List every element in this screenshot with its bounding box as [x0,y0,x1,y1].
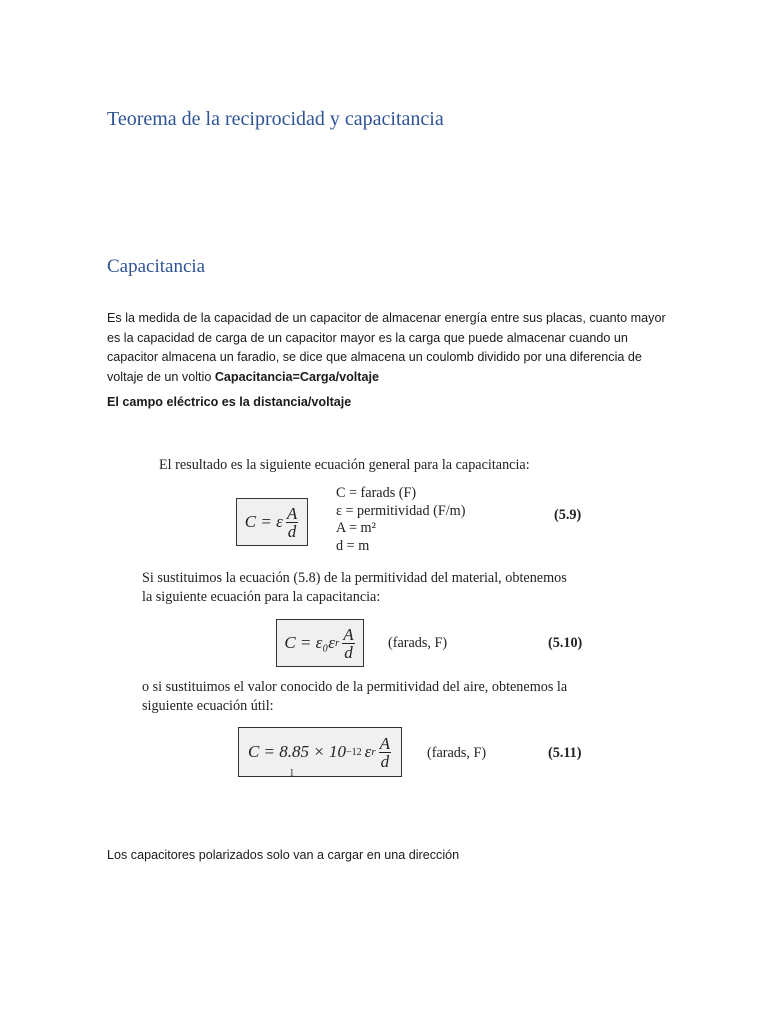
scan-middle-line-2: la siguiente ecuación para la capacitancia: [142,589,381,605]
definition-a: A = m² [336,520,376,536]
eq2-lhs: C = ε₀ε [284,633,335,652]
capacitance-formula-text: Capacitancia=Carga/voltaje [214,369,379,384]
equation-5-9-box [236,498,308,546]
definition-epsilon: ε = permitividad (F/m) [336,502,466,519]
eq1-lhs: C = ε [244,512,283,531]
section-heading: Capacitancia [107,256,206,277]
eq3-exponent: −12 [346,746,362,758]
eq3-subscript: r [371,746,376,758]
electric-field-paragraph: El campo eléctrico es la distancia/voltaje [107,395,352,409]
equation-5-10-number: (5.10) [548,635,583,651]
equation-5-10-box [276,619,364,667]
eq1-definitions [336,485,465,555]
eq1-numerator: A [286,503,298,523]
eq2-numerator: A [343,624,354,644]
scanned-equations-image [130,445,610,795]
equation-5-11-number: (5.11) [548,745,582,761]
eq2-subscript: r [334,637,340,649]
text-cursor-icon: I [290,767,294,779]
equation-5-9-number: (5.9) [554,507,582,523]
capacitance-paragraph-text: Es la medida de la capacidad de un capacitor de almacenar energía entre sus placas, cuanto mayor es la capacidad de carga de un capacitor mayor es la carga que puede almacenar cuando un capacitor almacena un faradio, se dice que almacena un coulomb dividido por una diferencia de voltaje de un voltio [107,311,666,384]
eq3-epsilon: ε [364,742,372,761]
scan-middle-line-1: Si sustituimos la ecuación (5.8) de la permitividad del material, obtenemos [142,570,567,586]
closing-paragraph: Los capacitores polarizados solo van a cargar en una dirección [107,848,460,862]
document-title: Teorema de la reciprocidad y capacitancia [107,108,444,130]
equation-5-10-unit: (farads, F) [388,635,448,651]
scan-intro-text: El resultado es la siguiente ecuación general para la capacitancia: [159,457,530,473]
eq3-denominator: d [380,751,390,771]
capacitance-paragraph [107,309,667,387]
eq2-denominator: d [344,642,353,662]
scan-bottom-line-2: siguiente ecuación útil: [142,698,274,714]
eq3-lhs: C = 8.85 × 10 [247,742,347,761]
eq2-fraction [341,626,355,661]
eq3-fraction [378,735,392,770]
eq1-fraction [285,505,299,540]
eq3-numerator: A [379,733,391,753]
definition-d: d = m [336,537,370,554]
equation-5-11-unit: (farads, F) [427,745,487,761]
eq1-denominator: d [287,521,297,541]
equation-5-11-box [238,727,402,777]
definition-c: C = farads (F) [336,485,417,501]
scan-bottom-line-1: o si sustituimos el valor conocido de la permitividad del aire, obtenemos la [142,679,568,695]
